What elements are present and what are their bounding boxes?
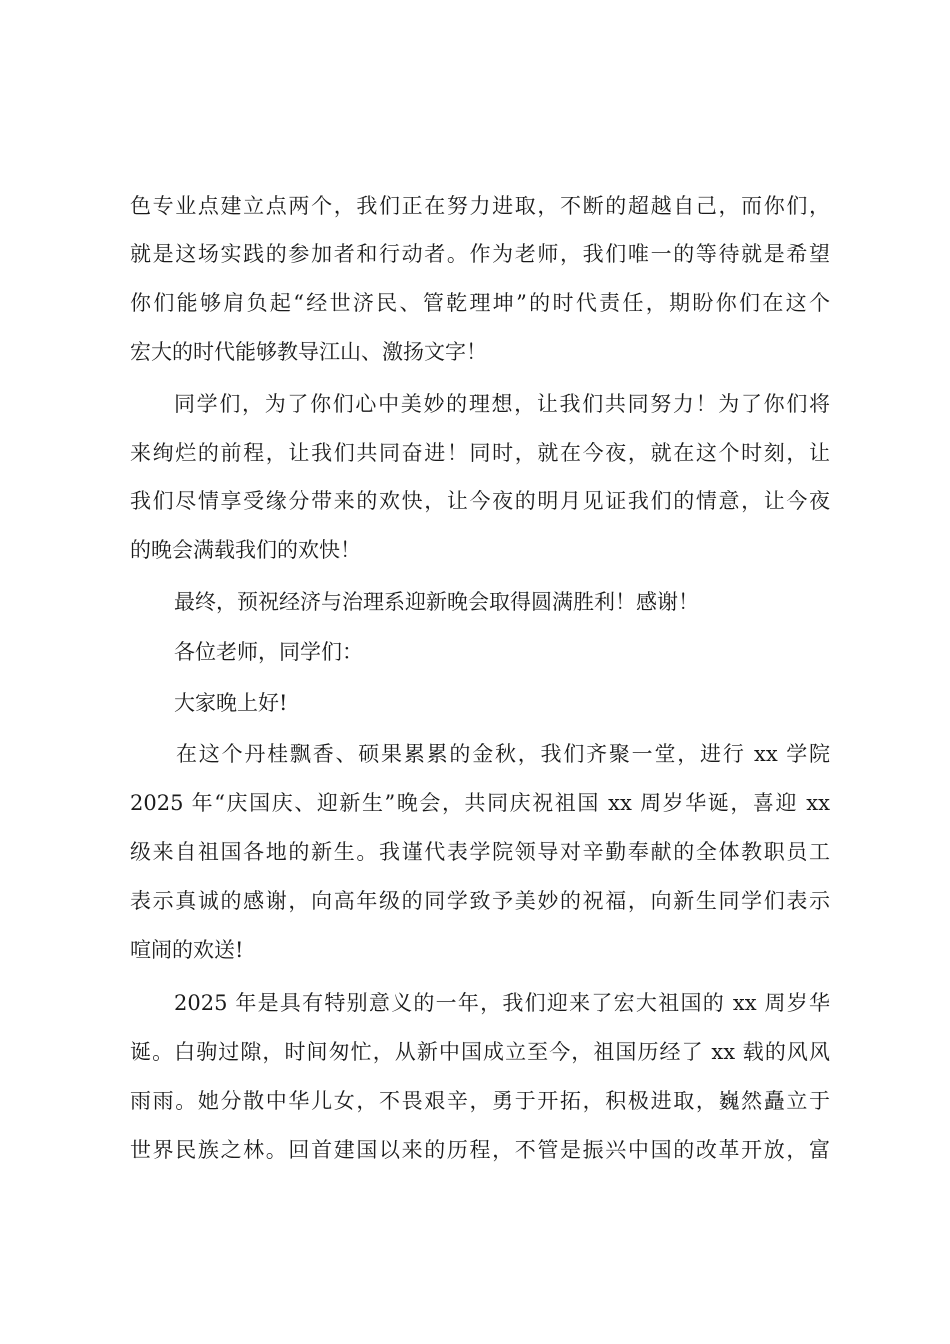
text-line: 诞。白驹过隙，时间匆忙，从新中国成立至今，祖国历经了 xx 载的风风 — [130, 1040, 830, 1064]
text-line: 来绚烂的前程，让我们共同奋进！同时，就在今夜，就在这个时刻，让 — [130, 441, 830, 465]
text-line: 最终，预祝经济与治理系迎新晚会取得圆满胜利！感谢！ — [174, 590, 699, 614]
text-line: 级来自祖国各地的新生。我谨代表学院领导对辛勤奉献的全体教职员工 — [130, 840, 830, 864]
text-line: 宏大的时代能够教导江山、激扬文字！ — [130, 340, 487, 364]
text-line: 雨雨。她分散中华儿女，不畏艰辛，勇于开拓，积极进取，巍然矗立于 — [130, 1089, 830, 1113]
text-line: 大家晚上好! — [174, 691, 288, 715]
text-line: 我们尽情享受缘分带来的欢快，让今夜的明月见证我们的情意，让今夜 — [130, 489, 830, 513]
text-line: 就是这场实践的参加者和行动者。作为老师，我们唯一的等待就是希望 — [130, 242, 830, 266]
text-line: 世界民族之林。回首建国以来的历程，不管是振兴中国的改革开放，富 — [130, 1138, 830, 1162]
text-line: 喧闹的欢送! — [130, 938, 244, 962]
text-line: 色专业点建立点两个，我们正在努力进取，不断的超越自己，而你们， — [130, 194, 830, 218]
text-line: 在这个丹桂飘香、硕果累累的金秋，我们齐聚一堂，进行 xx 学院 — [176, 742, 830, 766]
text-line: 同学们，为了你们心中美妙的理想，让我们共同努力！为了你们将 — [174, 392, 830, 416]
text-line: 的晚会满载我们的欢快！ — [130, 538, 361, 562]
text-line: 2025 年是具有特别意义的一年，我们迎来了宏大祖国的 xx 周岁华 — [174, 991, 830, 1015]
text-line: 你们能够肩负起“经世济民、管乾理坤”的时代责任，期盼你们在这个 — [130, 291, 830, 315]
text-line: 各位老师，同学们： — [174, 640, 363, 664]
text-line: 2025 年“庆国庆、迎新生”晚会，共同庆祝祖国 xx 周岁华诞，喜迎 xx — [130, 791, 830, 815]
text-line: 表示真诚的感谢，向高年级的同学致予美妙的祝福，向新生同学们表示 — [130, 889, 830, 913]
